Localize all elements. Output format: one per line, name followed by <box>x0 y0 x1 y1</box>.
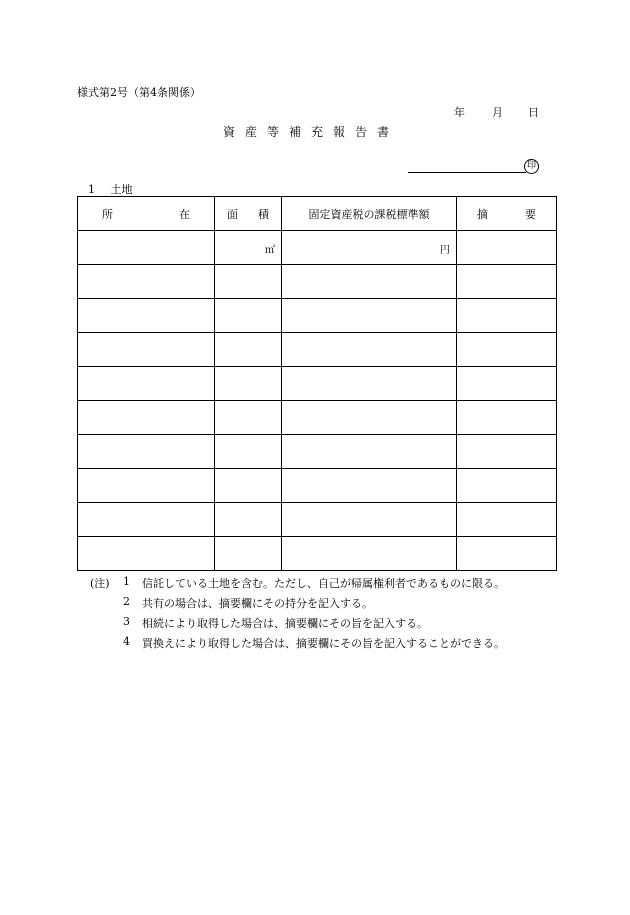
table-row <box>78 469 557 503</box>
cell-area[interactable] <box>215 435 282 469</box>
form-number-label: 様式第2号（第4条関係） <box>77 86 201 99</box>
cell-remarks[interactable] <box>457 503 557 537</box>
cell-area[interactable] <box>215 265 282 299</box>
table-row <box>78 265 557 299</box>
cell-location[interactable] <box>78 435 215 469</box>
note-number: 3 <box>123 615 130 628</box>
note-number: 1 <box>123 575 130 588</box>
date-day-label: 日 <box>528 106 539 119</box>
cell-area[interactable] <box>215 231 282 265</box>
header-tax-base: 固定資産税の課税標準額 <box>282 197 457 231</box>
cell-location[interactable] <box>78 333 215 367</box>
table-row <box>78 333 557 367</box>
unit-yen: 円 <box>440 245 450 256</box>
section-title: 土地 <box>110 183 133 196</box>
header-location-char1: 所 <box>102 207 113 221</box>
cell-remarks[interactable] <box>457 299 557 333</box>
header-area <box>215 197 282 231</box>
header-remarks-char1: 摘 <box>477 207 488 221</box>
cell-location[interactable] <box>78 231 215 265</box>
table-row <box>78 435 557 469</box>
cell-area[interactable] <box>215 367 282 401</box>
cell-tax-base[interactable] <box>282 435 457 469</box>
notes-label: (注) <box>90 577 110 590</box>
seal-mark-icon: 印 <box>524 159 539 174</box>
cell-area[interactable] <box>215 401 282 435</box>
cell-remarks[interactable] <box>457 401 557 435</box>
table-row <box>78 401 557 435</box>
cell-area[interactable] <box>215 503 282 537</box>
note-text: 買換えにより取得した場合は、摘要欄にその旨を記入することができる。 <box>142 637 505 650</box>
table-row <box>78 299 557 333</box>
date-month-label: 月 <box>492 106 503 119</box>
cell-tax-base[interactable] <box>282 333 457 367</box>
section-number: 1 <box>88 183 95 196</box>
cell-location[interactable] <box>78 537 215 571</box>
date-year-label: 年 <box>454 106 465 119</box>
table-row <box>78 503 557 537</box>
cell-remarks[interactable] <box>457 469 557 503</box>
cell-area[interactable] <box>215 469 282 503</box>
cell-tax-base[interactable] <box>282 231 457 265</box>
section-heading <box>88 181 133 197</box>
cell-area[interactable] <box>215 333 282 367</box>
cell-area[interactable] <box>215 537 282 571</box>
note-text: 信託している土地を含む。ただし、自己が帰属権利者であるものに限る。 <box>142 577 505 590</box>
note-number: 4 <box>123 635 130 648</box>
cell-remarks[interactable] <box>457 231 557 265</box>
header-remarks <box>457 197 557 231</box>
header-area-char1: 面 <box>227 207 238 221</box>
cell-location[interactable] <box>78 265 215 299</box>
cell-tax-base[interactable] <box>282 401 457 435</box>
cell-location[interactable] <box>78 299 215 333</box>
cell-tax-base[interactable] <box>282 503 457 537</box>
note-text: 共有の場合は、摘要欄にその持分を記入する。 <box>142 597 373 610</box>
unit-square-meter: ㎡ <box>265 245 275 256</box>
cell-remarks[interactable] <box>457 435 557 469</box>
cell-location[interactable] <box>78 469 215 503</box>
cell-tax-base[interactable] <box>282 367 457 401</box>
table-row <box>78 537 557 571</box>
cell-remarks[interactable] <box>457 367 557 401</box>
cell-area[interactable] <box>215 299 282 333</box>
cell-remarks[interactable] <box>457 537 557 571</box>
header-area-char2: 積 <box>258 207 269 221</box>
note-text: 相続により取得した場合は、摘要欄にその旨を記入する。 <box>142 617 428 630</box>
header-location <box>78 197 215 231</box>
cell-remarks[interactable] <box>457 333 557 367</box>
cell-tax-base[interactable] <box>282 469 457 503</box>
table-row <box>78 231 557 265</box>
document-title: 資産等補充報告書 <box>223 125 400 139</box>
note-number: 2 <box>123 595 130 608</box>
cell-location[interactable] <box>78 401 215 435</box>
header-remarks-char2: 要 <box>525 207 536 221</box>
table-row <box>78 367 557 401</box>
table-header-row <box>78 197 557 231</box>
cell-location[interactable] <box>78 503 215 537</box>
cell-remarks[interactable] <box>457 265 557 299</box>
signature-line <box>408 172 526 173</box>
cell-tax-base[interactable] <box>282 265 457 299</box>
cell-location[interactable] <box>78 367 215 401</box>
header-location-char2: 在 <box>179 207 190 221</box>
cell-tax-base[interactable] <box>282 299 457 333</box>
cell-tax-base[interactable] <box>282 537 457 571</box>
land-table <box>77 196 557 571</box>
